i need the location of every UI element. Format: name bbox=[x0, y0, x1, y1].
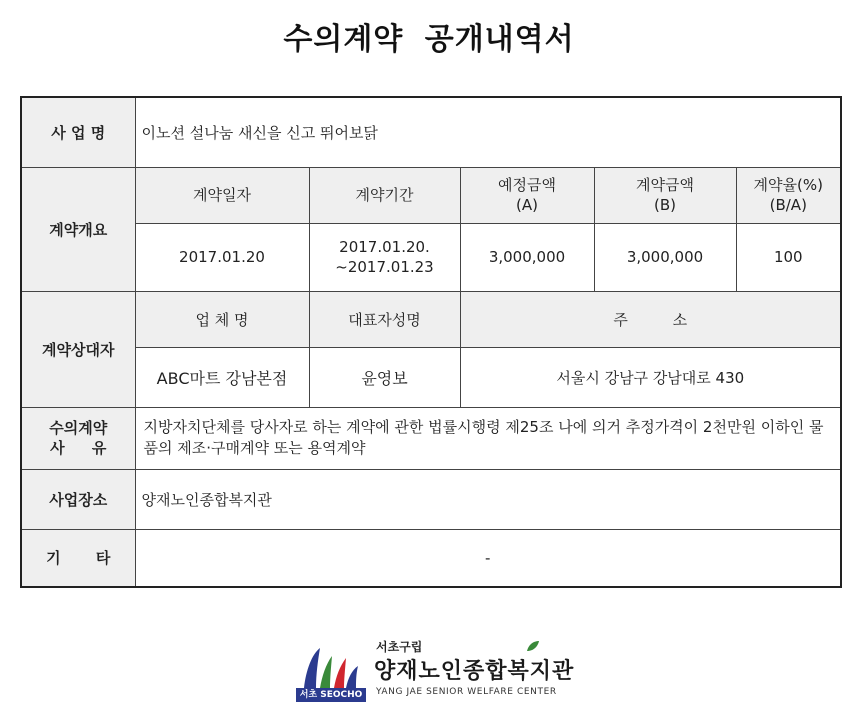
center-logo bbox=[296, 638, 576, 708]
contract-amount-header: 계약금액 (B) bbox=[594, 167, 736, 223]
etc-row bbox=[21, 529, 841, 587]
seocho-label: 서초 SEOCHO bbox=[296, 688, 366, 702]
reason-label-line1: 수의계약 bbox=[49, 419, 108, 437]
counterparty-label: 계약상대자 bbox=[21, 291, 135, 407]
reason-text: 지방자치단체를 당사자로 하는 계약에 관한 법률시행령 제25조 나에 의거 추정가격이 2천만원 이하인 물품의 제조·구매계약 또는 용역계약 bbox=[135, 407, 841, 469]
contract-rate-header: 계약율(%) (B/A) bbox=[736, 167, 841, 223]
project-name: 이노션 설나눔 새신을 신고 뛰어보닭 bbox=[135, 97, 841, 167]
place-label: 사업장소 bbox=[21, 469, 135, 529]
contract-disclosure-table bbox=[20, 96, 842, 588]
etc-value: - bbox=[135, 529, 841, 587]
overview-value-row bbox=[21, 223, 841, 291]
contract-date: 2017.01.20 bbox=[135, 223, 309, 291]
company-name-header: 업 체 명 bbox=[135, 291, 309, 347]
contract-period: 2017.01.20. ~2017.01.23 bbox=[309, 223, 460, 291]
overview-header-row bbox=[21, 167, 841, 223]
logo-center-name: 양재노인종합복지관 bbox=[374, 659, 575, 684]
overview-label: 계약개요 bbox=[21, 167, 135, 291]
representative-header: 대표자성명 bbox=[309, 291, 460, 347]
project-row bbox=[21, 97, 841, 167]
company-address: 서울시 강남구 강남대로 430 bbox=[460, 347, 841, 407]
logo-small-text: 서초구립 bbox=[376, 640, 423, 654]
contract-amount: 3,000,000 bbox=[594, 223, 736, 291]
logo-english-name: YANG JAE SENIOR WELFARE CENTER bbox=[376, 687, 557, 697]
company-name: ABC마트 강남본점 bbox=[135, 347, 309, 407]
contract-period-header: 계약기간 bbox=[309, 167, 460, 223]
document-title: 수의계약 공개내역서 bbox=[283, 22, 575, 57]
address-header: 주 소 bbox=[460, 291, 841, 347]
representative-name: 윤영보 bbox=[309, 347, 460, 407]
contract-date-header: 계약일자 bbox=[135, 167, 309, 223]
leaf-icon bbox=[526, 640, 540, 652]
reason-row bbox=[21, 407, 841, 469]
place-row bbox=[21, 469, 841, 529]
estimated-amount: 3,000,000 bbox=[460, 223, 594, 291]
contract-rate: 100 bbox=[736, 223, 841, 291]
reason-label bbox=[21, 407, 135, 469]
counterparty-header-row bbox=[21, 291, 841, 347]
estimated-amount-header: 예정금액 (A) bbox=[460, 167, 594, 223]
project-label: 사 업 명 bbox=[21, 97, 135, 167]
etc-label: 기 타 bbox=[21, 529, 135, 587]
place-value: 양재노인종합복지관 bbox=[135, 469, 841, 529]
reason-label-line2: 사 유 bbox=[50, 439, 107, 457]
counterparty-value-row bbox=[21, 347, 841, 407]
